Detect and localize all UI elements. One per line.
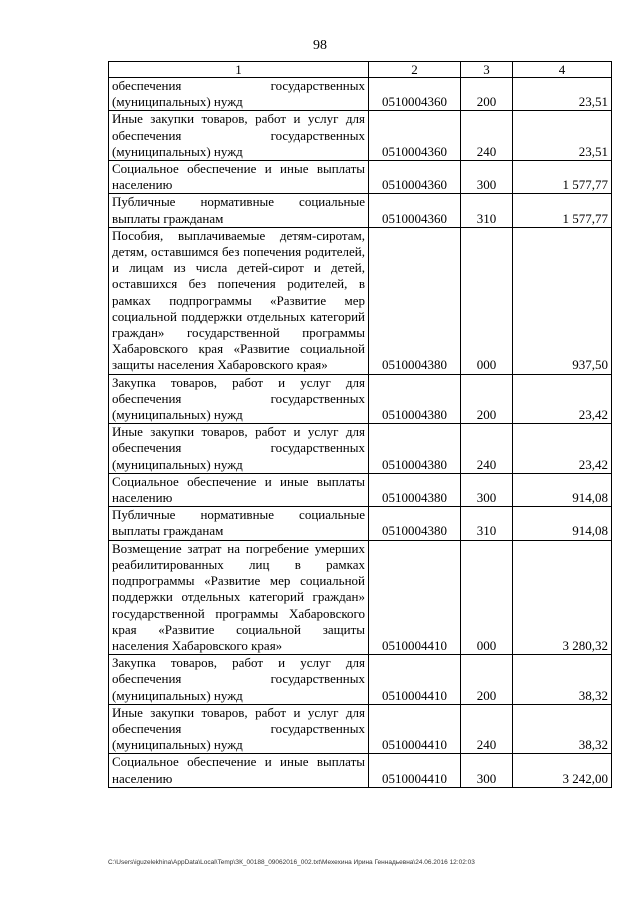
row-sum-cell: 3 242,00 (513, 754, 612, 787)
row-name-cell: Публичные нормативные социальные выплаты гражданам (109, 507, 369, 540)
row-code-cell: 0510004360 (369, 111, 461, 161)
row-name-cell: Закупка товаров, работ и услуг для обеспечения государственных (муниципальных) нужд (109, 655, 369, 705)
table-row (109, 111, 612, 161)
row-code-cell: 0510004410 (369, 754, 461, 787)
row-sum-cell: 1 577,77 (513, 161, 612, 194)
row-sum-cell: 38,32 (513, 655, 612, 705)
row-code-cell: 0510004410 (369, 704, 461, 754)
row-code-cell: 0510004410 (369, 655, 461, 705)
column-header-type: 3 (461, 62, 513, 78)
row-name-cell: обеспечения государственных (муниципальных) нужд (109, 78, 369, 111)
row-code-cell: 0510004380 (369, 227, 461, 374)
table-row (109, 78, 612, 111)
row-name-cell: Пособия, выплачиваемые детям-сиротам, детям, оставшимся без попечения родителей, и лицам из числа детей-сирот и детей, оставшихся без попечения родителей, в рамках подпрограммы «Развитие мер социальной поддержки отдельных категорий граждан» государственной программы Хабаровского края «Развитие социальной защиты населения Хабаровского края» (109, 227, 369, 374)
row-sum-cell: 914,08 (513, 507, 612, 540)
row-code-cell: 0510004360 (369, 78, 461, 111)
table-row (109, 540, 612, 654)
page-number: 98 (313, 38, 327, 53)
table-body (109, 78, 612, 788)
row-type-cell: 000 (461, 540, 513, 654)
row-code-cell: 0510004380 (369, 424, 461, 474)
table-row (109, 374, 612, 424)
row-type-cell: 240 (461, 424, 513, 474)
row-code-cell: 0510004380 (369, 374, 461, 424)
table-row (109, 473, 612, 506)
row-name-cell: Иные закупки товаров, работ и услуг для обеспечения государственных (муниципальных) нужд (109, 424, 369, 474)
table-row (109, 161, 612, 194)
row-code-cell: 0510004360 (369, 161, 461, 194)
column-header-name: 1 (109, 62, 369, 78)
column-header-code: 2 (369, 62, 461, 78)
row-sum-cell: 23,42 (513, 424, 612, 474)
row-name-cell: Закупка товаров, работ и услуг для обеспечения государственных (муниципальных) нужд (109, 374, 369, 424)
row-name-cell: Возмещение затрат на погребение умерших реабилитированных лиц в рамках подпрограммы «Развитие мер социальной поддержки отдельных категорий граждан» государственной программы Хабаровского края «Развитие социальной защиты населения Хабаровского края» (109, 540, 369, 654)
row-sum-cell: 23,42 (513, 374, 612, 424)
column-header-sum: 4 (513, 62, 612, 78)
table-row (109, 655, 612, 705)
table-row (109, 754, 612, 787)
row-code-cell: 0510004410 (369, 540, 461, 654)
row-sum-cell: 937,50 (513, 227, 612, 374)
file-path-footer: C:\Users\iguzelekhina\AppData\Local\Temp\ЗК_00188_09062016_002.txt\Мехехина Ирина Геннадьевна\24.06.2016 12:02:03 (108, 859, 475, 866)
row-type-cell: 310 (461, 507, 513, 540)
row-sum-cell: 23,51 (513, 78, 612, 111)
row-name-cell: Иные закупки товаров, работ и услуг для обеспечения государственных (муниципальных) нужд (109, 111, 369, 161)
row-type-cell: 300 (461, 754, 513, 787)
row-type-cell: 000 (461, 227, 513, 374)
row-name-cell: Социальное обеспечение и иные выплаты населению (109, 161, 369, 194)
row-type-cell: 240 (461, 704, 513, 754)
table-row (109, 507, 612, 540)
row-code-cell: 0510004380 (369, 473, 461, 506)
row-type-cell: 240 (461, 111, 513, 161)
row-code-cell: 0510004380 (369, 507, 461, 540)
row-name-cell: Социальное обеспечение и иные выплаты населению (109, 754, 369, 787)
row-sum-cell: 914,08 (513, 473, 612, 506)
table-row (109, 704, 612, 754)
row-sum-cell: 23,51 (513, 111, 612, 161)
budget-table (108, 61, 612, 788)
row-sum-cell: 1 577,77 (513, 194, 612, 227)
row-type-cell: 200 (461, 78, 513, 111)
table-header-row (109, 62, 612, 78)
row-type-cell: 300 (461, 473, 513, 506)
table-row (109, 194, 612, 227)
row-type-cell: 300 (461, 161, 513, 194)
table-row (109, 424, 612, 474)
row-name-cell: Публичные нормативные социальные выплаты гражданам (109, 194, 369, 227)
table-row (109, 227, 612, 374)
row-name-cell: Социальное обеспечение и иные выплаты населению (109, 473, 369, 506)
row-code-cell: 0510004360 (369, 194, 461, 227)
row-name-cell: Иные закупки товаров, работ и услуг для обеспечения государственных (муниципальных) нужд (109, 704, 369, 754)
row-sum-cell: 38,32 (513, 704, 612, 754)
row-type-cell: 310 (461, 194, 513, 227)
row-sum-cell: 3 280,32 (513, 540, 612, 654)
row-type-cell: 200 (461, 374, 513, 424)
row-type-cell: 200 (461, 655, 513, 705)
